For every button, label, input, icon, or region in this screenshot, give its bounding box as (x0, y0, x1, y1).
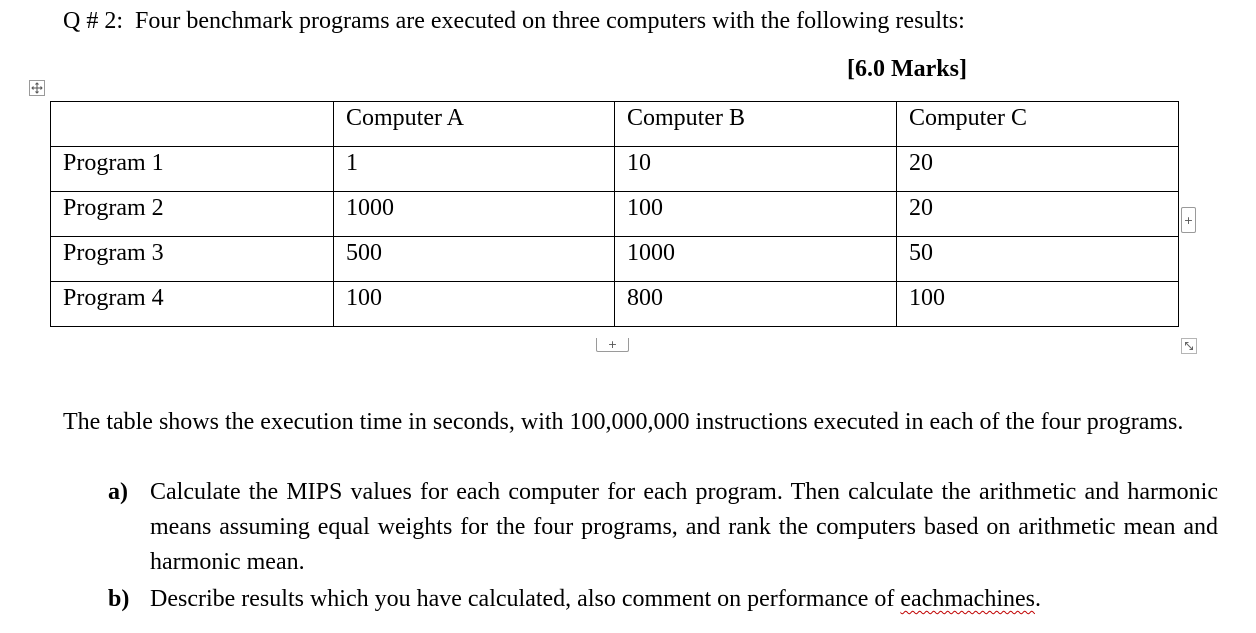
program-cell[interactable]: Program 2 (51, 192, 334, 237)
part-a-label: a) (108, 479, 128, 505)
program-cell[interactable]: Program 4 (51, 282, 334, 327)
plus-icon: + (607, 338, 618, 351)
computer-b-cell[interactable]: 10 (615, 147, 897, 192)
header-cell-computer-b[interactable]: Computer B (615, 102, 897, 147)
header-cell-empty[interactable] (51, 102, 334, 147)
question-parts-list (108, 475, 1218, 617)
spellcheck-flagged-word[interactable]: eachmachines (900, 586, 1035, 612)
computer-b-cell[interactable]: 100 (615, 192, 897, 237)
program-cell[interactable]: Program 3 (51, 237, 334, 282)
computer-c-cell[interactable]: 50 (897, 237, 1179, 282)
program-cell[interactable]: Program 1 (51, 147, 334, 192)
computer-a-cell[interactable]: 1000 (334, 192, 615, 237)
table-description: The table shows the execution time in seconds, with 100,000,000 instructions executed in each of the four programs. (63, 409, 1184, 435)
computer-c-cell[interactable]: 100 (897, 282, 1179, 327)
computer-c-cell[interactable]: 20 (897, 192, 1179, 237)
part-b-text (150, 586, 1041, 612)
benchmark-table (50, 101, 1179, 327)
table-header-row (51, 102, 1179, 147)
part-b-label: b) (108, 586, 130, 612)
insert-row-button[interactable] (1181, 207, 1196, 233)
move-arrows-icon (31, 82, 43, 94)
table-row (51, 237, 1179, 282)
plus-icon: + (1183, 213, 1194, 227)
computer-c-cell[interactable]: 20 (897, 147, 1179, 192)
table-row (51, 192, 1179, 237)
question-number: Q # 2: (63, 8, 123, 34)
marks-label: [6.0 Marks] (847, 56, 967, 82)
computer-b-cell[interactable]: 1000 (615, 237, 897, 282)
part-a (108, 475, 1218, 580)
header-cell-computer-a[interactable]: Computer A (334, 102, 615, 147)
table-row (51, 147, 1179, 192)
question-heading (63, 8, 965, 35)
part-b-text-main: Describe results which you have calculated, also comment on performance of (150, 586, 901, 612)
table-move-handle[interactable] (29, 80, 45, 96)
part-a-text: Calculate the MIPS values for each computer for each program. Then calculate the arithmetic and harmonic means assuming equal weights for the four programs, and rank the computers based on arithmetic mean and harmonic mean. (150, 479, 1218, 575)
header-cell-computer-c[interactable]: Computer C (897, 102, 1179, 147)
question-title: Four benchmark programs are executed on three computers with the following results: (135, 8, 965, 34)
resize-diagonal-icon (1184, 341, 1194, 351)
computer-a-cell[interactable]: 500 (334, 237, 615, 282)
table-resize-handle[interactable] (1181, 338, 1197, 354)
table-row (51, 282, 1179, 327)
part-b-text-end: . (1034, 586, 1041, 612)
insert-column-button[interactable] (596, 338, 629, 352)
computer-a-cell[interactable]: 1 (334, 147, 615, 192)
computer-b-cell[interactable]: 800 (615, 282, 897, 327)
computer-a-cell[interactable]: 100 (334, 282, 615, 327)
part-b (108, 582, 1218, 617)
